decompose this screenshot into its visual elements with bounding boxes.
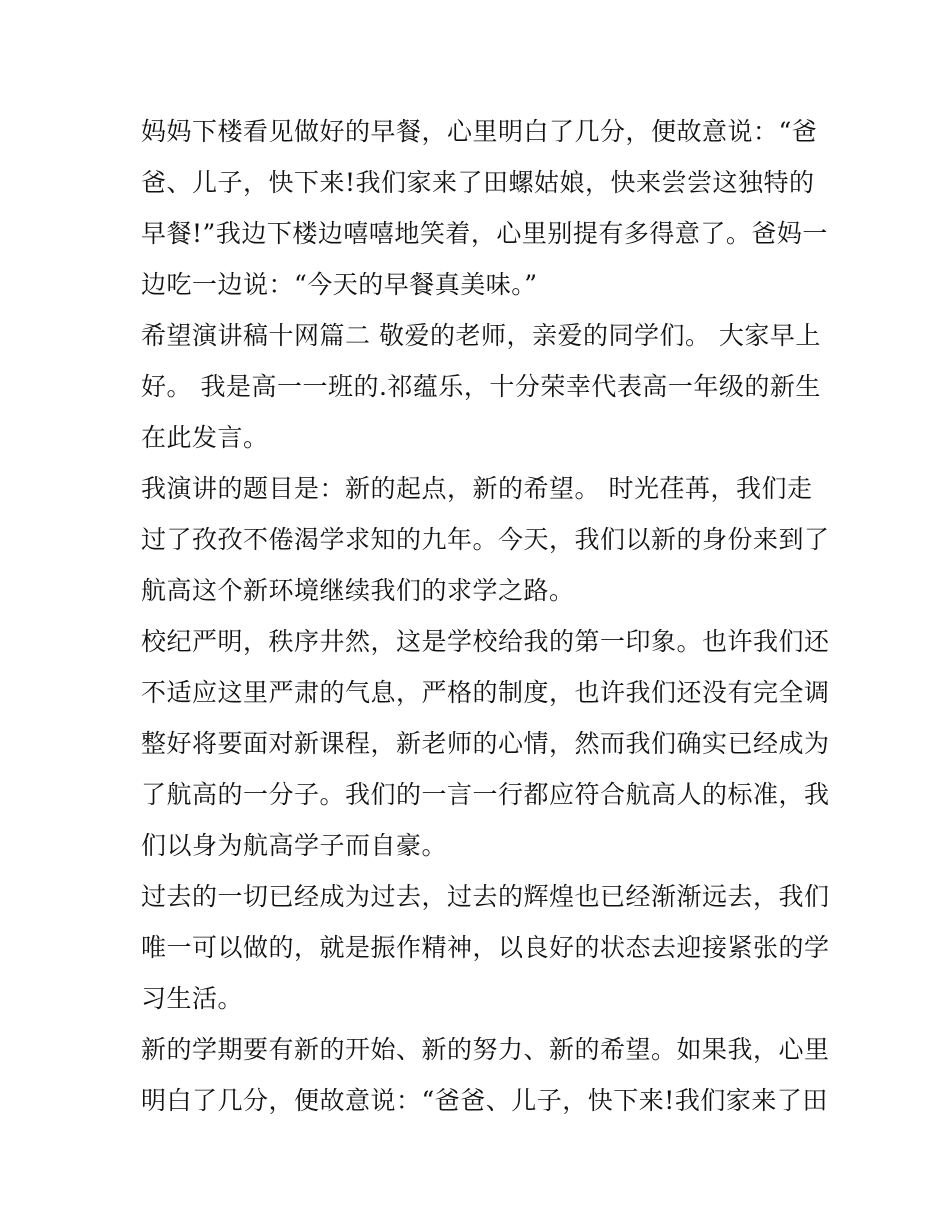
text-line: 妈妈下楼看见做好的早餐，心里明白了几分，便故意说：“爸 — [141, 117, 818, 146]
text-line: 们以身为航高学子而自豪。 — [141, 831, 448, 860]
text-line: 整好将要面对新课程，新老师的心情，然而我们确实已经成为 — [141, 729, 830, 758]
text-line: 过去的一切已经成为过去，过去的辉煌也已经渐渐远去，我们 — [141, 882, 830, 911]
text-line: 早餐!”我边下楼边嘻嘻地笑着，心里别提有多得意了。爸妈一 — [141, 219, 828, 248]
text-line: 好。 我是高一一班的.祁蕴乐，十分荣幸代表高一年级的新生 — [141, 372, 821, 401]
text-line: 了航高的一分子。我们的一言一行都应符合航高人的标准，我 — [141, 780, 830, 809]
text-line: 我演讲的题目是：新的起点，新的希望。 时光荏苒，我们走 — [141, 474, 813, 503]
text-line: 唯一可以做的，就是振作精神，以良好的状态去迎接紧张的学 — [141, 933, 830, 962]
text-line: 边吃一边说：“今天的早餐真美味。” — [141, 270, 538, 299]
document-body — [141, 106, 830, 1126]
text-line: 过了孜孜不倦渴学求知的九年。今天，我们以新的身份来到了 — [141, 525, 830, 554]
text-line: 航高这个新环境继续我们的求学之路。 — [141, 576, 575, 605]
text-line: 新的学期要有新的开始、新的努力、新的希望。如果我，心里 — [141, 1035, 830, 1064]
text-line: 希望演讲稿十网篇二 敬爱的老师，亲爱的同学们。 大家早上 — [141, 321, 821, 350]
text-line: 习生活。 — [141, 984, 244, 1013]
text-line: 校纪严明，秩序井然，这是学校给我的第一印象。也许我们还 — [141, 627, 830, 656]
text-line: 爸、儿子，快下来!我们家来了田螺姑娘，快来尝尝这独特的 — [141, 168, 815, 197]
text-line: 不适应这里严肃的气息，严格的制度，也许我们还没有完全调 — [141, 678, 830, 707]
text-line: 在此发言。 — [141, 423, 269, 452]
text-line: 明白了几分，便故意说：“爸爸、儿子，快下来!我们家来了田 — [141, 1086, 828, 1115]
